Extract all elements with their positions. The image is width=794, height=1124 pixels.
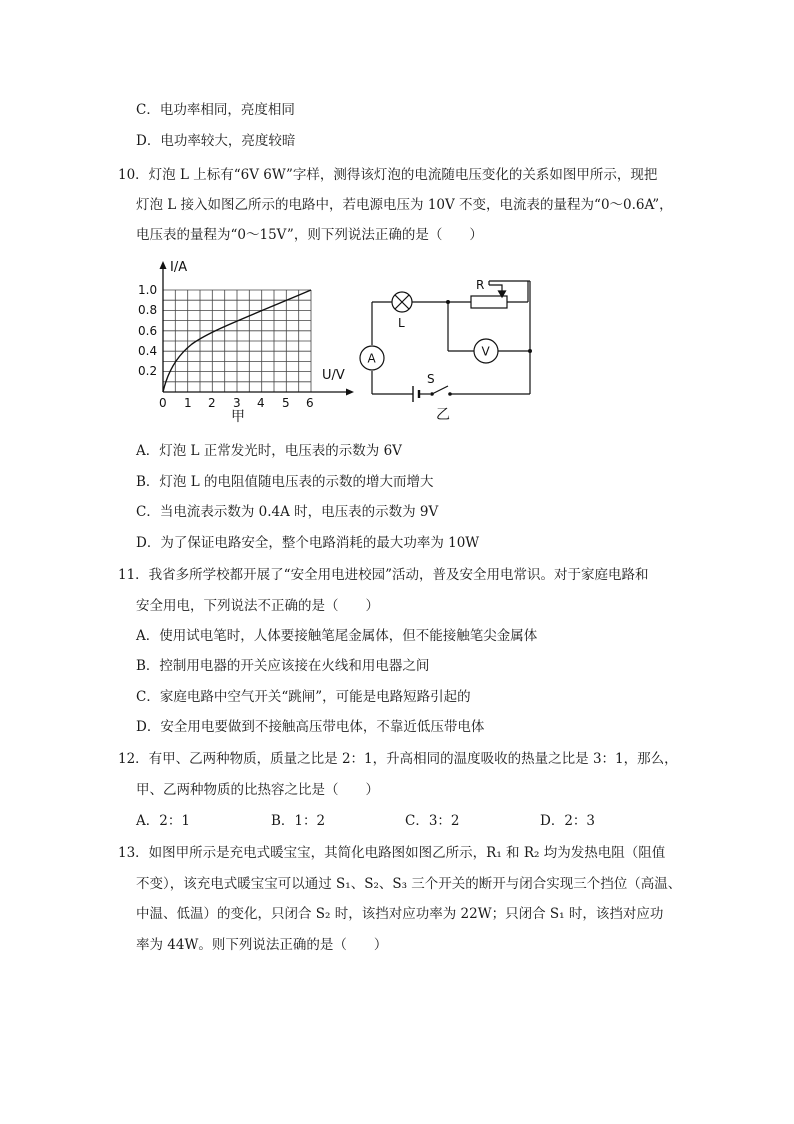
q12-option-c: C．3：2: [405, 813, 460, 829]
q10-option-b: B．灯泡 L 的电阻值随电压表的示数的增大而增大: [136, 474, 434, 490]
ammeter-label: A: [367, 351, 376, 366]
q12-stem-line2: 甲、乙两种物质的比热容之比是（ ）: [136, 782, 379, 798]
switch-label: S: [427, 372, 435, 386]
y-axis-arrow: [160, 261, 167, 269]
q11-option-a: A．使用试电笔时，人体要接触笔尾金属体，但不能接触笔尖金属体: [136, 628, 538, 644]
q11-option-c: C．家庭电路中空气开关“跳闸”，可能是电路短路引起的: [136, 689, 471, 705]
q10-stem-line3: 电压表的量程为“0～15V”，则下列说法正确的是（ ）: [136, 227, 483, 243]
y-tick-label: 0.8: [138, 303, 158, 317]
voltmeter-label: V: [481, 344, 490, 359]
q11-stem-line2: 安全用电，下列说法不正确的是（ ）: [136, 598, 379, 614]
q10-option-c: C．当电流表示数为 0.4A 时，电压表的示数为 9V: [136, 504, 439, 520]
q13-stem-line4: 率为 44W。则下列说法正确的是（ ）: [136, 937, 388, 953]
q10-figure-svg: [130, 255, 550, 425]
graph-caption: 甲: [231, 409, 245, 425]
q10-stem-line2: 灯泡 L 接入如图乙所示的电路中，若电源电压为 10V 不变，电流表的量程为“0～0.6A”，: [136, 197, 673, 213]
y-tick-label: 0.4: [138, 344, 158, 358]
q13-stem-line3: 中温、低温）的变化，只闭合 S₂ 时，该挡对应功率为 22W；只闭合 S₁ 时，该挡对应功: [136, 906, 664, 922]
rheostat-label: R: [476, 278, 485, 292]
y-tick-label: 1.0: [138, 283, 158, 297]
circuit-caption: 乙: [436, 407, 450, 423]
switch-lever: [432, 386, 448, 394]
q12-option-b: B．1：2: [271, 813, 326, 829]
y-tick-label: 0.2: [138, 364, 158, 378]
y-axis-label: I/A: [170, 260, 188, 275]
q10-option-a: A．灯泡 L 正常发光时，电压表的示数为 6V: [136, 443, 402, 459]
q10-figure: [130, 255, 550, 425]
x-axis-label: U/V: [322, 368, 345, 383]
q11-option-b: B．控制用电器的开关应该接在火线和用电器之间: [136, 658, 430, 674]
q12-option-a: A．2：1: [136, 813, 190, 829]
x-tick-label: 0: [159, 396, 167, 410]
q10-stem-line1: 10．灯泡 L 上标有“6V 6W”字样，测得该灯泡的电流随电压变化的关系如图甲所示，现把: [118, 167, 658, 183]
q9-option-c: C．电功率相同，亮度相同: [136, 102, 295, 118]
x-axis-arrow: [346, 389, 354, 396]
q13-stem-line1: 13．如图甲所示是充电式暖宝宝，其简化电路图如图乙所示，R₁ 和 R₂ 均为发热电阻（阻值: [118, 845, 666, 861]
circuit-diagram: [360, 281, 532, 402]
lamp-label: L: [398, 316, 405, 330]
y-tick-label: 0.6: [138, 324, 158, 338]
x-tick-label: 1: [184, 396, 192, 410]
q10-option-d: D．为了保证电路安全，整个电路消耗的最大功率为 10W: [136, 535, 480, 551]
x-tick-label: 6: [306, 396, 314, 410]
q13-stem-line2: 不变），该充电式暖宝宝可以通过 S₁、S₂、S₃ 三个开关的断开与闭合实现三个挡位（高温、: [136, 876, 682, 892]
x-tick-label: 3: [233, 396, 241, 410]
q12-option-d: D．2：3: [540, 813, 596, 829]
x-tick-label: 5: [282, 396, 290, 410]
q11-stem-line1: 11．我省多所学校都开展了“安全用电进校园”活动，普及安全用电常识。对于家庭电路和: [118, 567, 649, 583]
q11-option-d: D．安全用电要做到不接触高压带电体，不靠近低压带电体: [136, 719, 485, 735]
rheostat-symbol: [471, 296, 507, 308]
x-tick-label: 2: [208, 396, 216, 410]
q9-option-d: D．电功率较大，亮度较暗: [136, 133, 296, 149]
graph-grid: [163, 290, 311, 392]
x-tick-label: 4: [257, 396, 265, 410]
q12-stem-line1: 12．有甲、乙两种物质，质量之比是 2：1，升高相同的温度吸收的热量之比是 3：1，那么，: [118, 751, 678, 767]
iv-graph: [138, 260, 354, 425]
